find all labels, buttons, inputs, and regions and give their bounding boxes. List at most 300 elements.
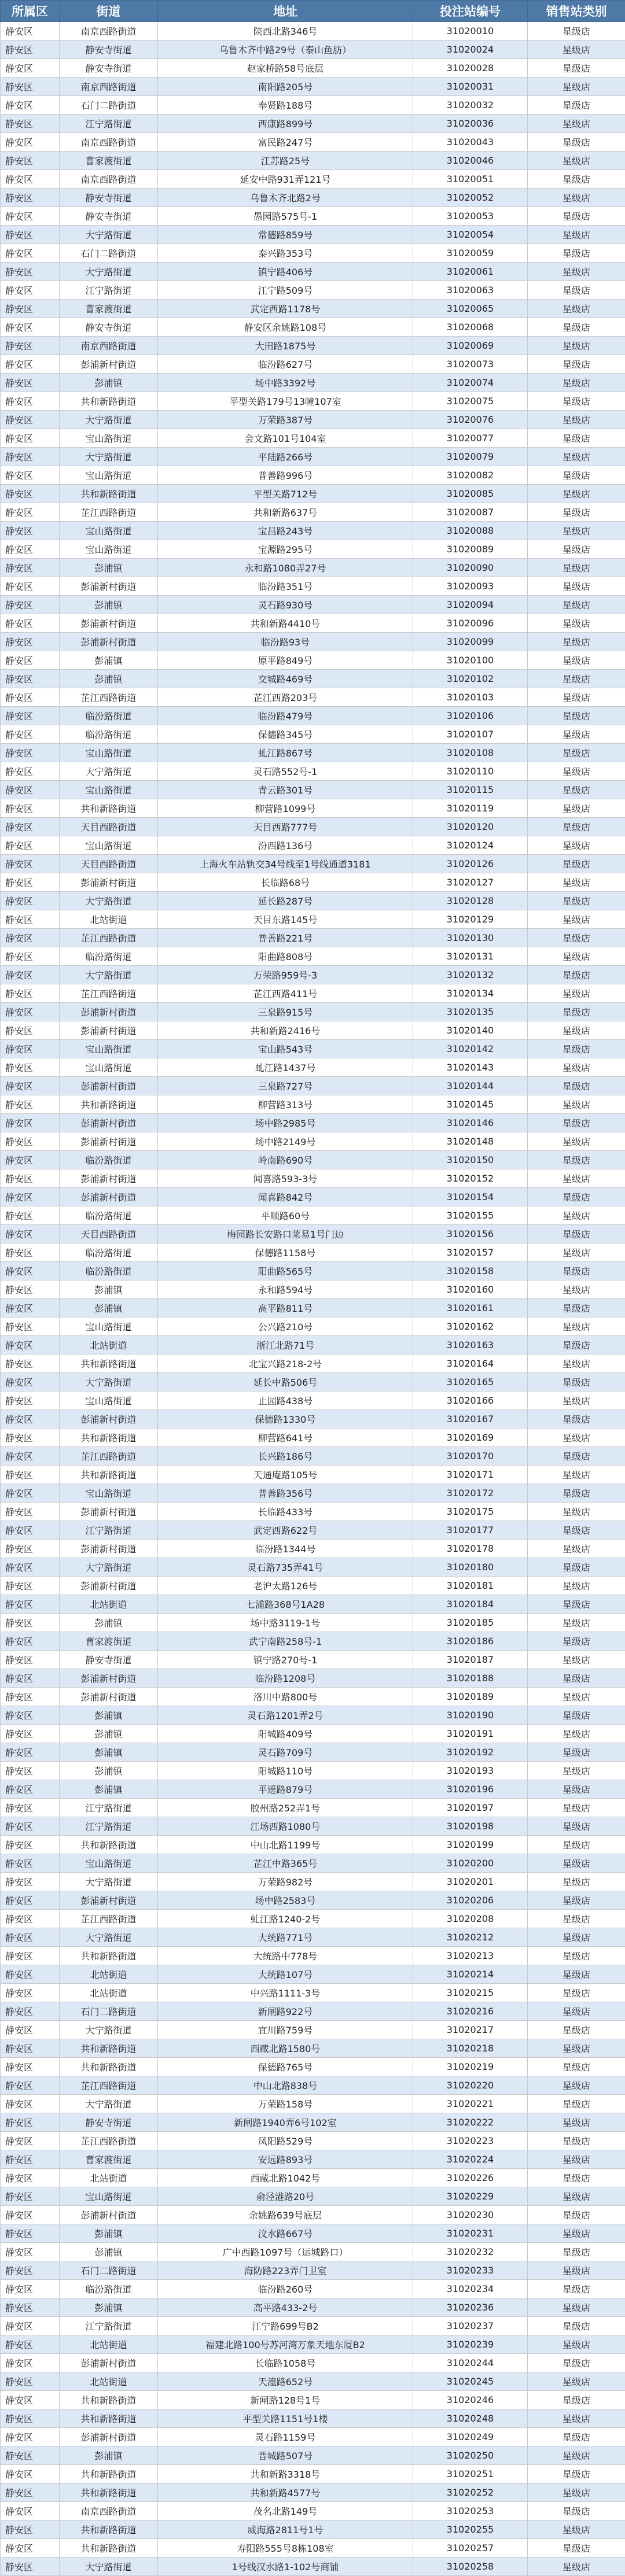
table-row	[1, 1614, 625, 1632]
cell-station-id: 31020167	[413, 1410, 528, 1429]
table-row	[1, 1225, 625, 1243]
cell-street: 芷江西路街道	[60, 503, 158, 522]
cell-address: 共和新路2416号	[158, 1021, 413, 1040]
table-row	[1, 59, 625, 77]
cell-street: 静安寺街道	[60, 40, 158, 59]
cell-street: 彭浦新村街道	[60, 1114, 158, 1132]
cell-district: 静安区	[1, 207, 60, 226]
cell-street: 静安寺街道	[60, 318, 158, 337]
table-row	[1, 2335, 625, 2354]
cell-district: 静安区	[1, 2002, 60, 2021]
cell-district: 静安区	[1, 2206, 60, 2224]
cell-address: 虬江路1240-2号	[158, 1910, 413, 1928]
cell-store-type: 星级店	[528, 2465, 625, 2483]
cell-district: 静安区	[1, 966, 60, 984]
cell-station-id: 31020221	[413, 2095, 528, 2113]
cell-station-id: 31020190	[413, 1706, 528, 1725]
cell-station-id: 31020155	[413, 1206, 528, 1225]
cell-address: 阳城路409号	[158, 1725, 413, 1743]
cell-address: 万荣路982号	[158, 1873, 413, 1891]
table-row	[1, 300, 625, 318]
cell-address: 宝源路295号	[158, 540, 413, 559]
cell-street: 南京西路街道	[60, 170, 158, 189]
cell-address: 镇宁路406号	[158, 263, 413, 281]
cell-store-type: 星级店	[528, 2243, 625, 2261]
cell-store-type: 星级店	[528, 633, 625, 651]
cell-station-id: 31020160	[413, 1280, 528, 1299]
table-row	[1, 596, 625, 614]
cell-district: 静安区	[1, 485, 60, 503]
cell-store-type: 星级店	[528, 540, 625, 559]
table-row	[1, 929, 625, 947]
cell-store-type: 星级店	[528, 929, 625, 947]
cell-address: 闻喜路842号	[158, 1188, 413, 1206]
cell-district: 静安区	[1, 818, 60, 836]
cell-district: 静安区	[1, 892, 60, 910]
cell-street: 临汾路街道	[60, 1151, 158, 1169]
cell-district: 静安区	[1, 2095, 60, 2113]
cell-district: 静安区	[1, 910, 60, 929]
cell-station-id: 31020036	[413, 115, 528, 133]
cell-street: 江宁路街道	[60, 115, 158, 133]
cell-store-type: 星级店	[528, 2021, 625, 2039]
table-row	[1, 411, 625, 429]
cell-district: 静安区	[1, 392, 60, 411]
cell-station-id: 31020237	[413, 2317, 528, 2335]
cell-street: 大宁路街道	[60, 2021, 158, 2039]
cell-street: 彭浦新村街道	[60, 1410, 158, 1429]
table-row	[1, 22, 625, 40]
cell-street: 临汾路街道	[60, 1262, 158, 1280]
cell-station-id: 31020180	[413, 1558, 528, 1577]
cell-street: 彭浦镇	[60, 2224, 158, 2243]
cell-district: 静安区	[1, 1466, 60, 1484]
cell-store-type: 星级店	[528, 1558, 625, 1577]
cell-station-id: 31020129	[413, 910, 528, 929]
cell-store-type: 星级店	[528, 244, 625, 263]
cell-address: 延长中路506号	[158, 1373, 413, 1392]
cell-street: 临汾路街道	[60, 725, 158, 744]
cell-store-type: 星级店	[528, 1725, 625, 1743]
cell-district: 静安区	[1, 614, 60, 633]
cell-district: 静安区	[1, 1132, 60, 1151]
cell-address: 凤阳路529号	[158, 2132, 413, 2150]
table-row	[1, 2076, 625, 2095]
cell-store-type: 星级店	[528, 1317, 625, 1336]
table-row	[1, 1262, 625, 1280]
table-row	[1, 1984, 625, 2002]
cell-district: 静安区	[1, 2317, 60, 2335]
cell-district: 静安区	[1, 1817, 60, 1836]
cell-street: 大宁路街道	[60, 2557, 158, 2576]
cell-street: 彭浦新村街道	[60, 2206, 158, 2224]
cell-street: 彭浦镇	[60, 1614, 158, 1632]
cell-station-id: 31020222	[413, 2113, 528, 2132]
table-row	[1, 1114, 625, 1132]
cell-store-type: 星级店	[528, 2428, 625, 2446]
table-row	[1, 522, 625, 540]
cell-station-id: 31020244	[413, 2354, 528, 2372]
cell-store-type: 星级店	[528, 2520, 625, 2539]
cell-address: 汶水路667号	[158, 2224, 413, 2243]
cell-street: 彭浦镇	[60, 1280, 158, 1299]
cell-district: 静安区	[1, 1595, 60, 1614]
cell-street: 共和新路街道	[60, 2465, 158, 2483]
table-row	[1, 2206, 625, 2224]
cell-station-id: 31020245	[413, 2372, 528, 2391]
cell-store-type: 星级店	[528, 1651, 625, 1669]
header-street: 街道	[60, 1, 158, 22]
table-row	[1, 1169, 625, 1188]
cell-station-id: 31020087	[413, 503, 528, 522]
cell-station-id: 31020085	[413, 485, 528, 503]
cell-address: 临汾路351号	[158, 577, 413, 596]
cell-store-type: 星级店	[528, 2132, 625, 2150]
cell-district: 静安区	[1, 1021, 60, 1040]
cell-district: 静安区	[1, 300, 60, 318]
table-row	[1, 1651, 625, 1669]
cell-district: 静安区	[1, 1355, 60, 1373]
table-row	[1, 263, 625, 281]
cell-district: 静安区	[1, 1762, 60, 1780]
cell-street: 宝山路街道	[60, 744, 158, 762]
cell-station-id: 31020110	[413, 762, 528, 781]
cell-district: 静安区	[1, 1836, 60, 1854]
cell-address: 天潼路652号	[158, 2372, 413, 2391]
table-row	[1, 170, 625, 189]
cell-store-type: 星级店	[528, 1299, 625, 1317]
cell-station-id: 31020130	[413, 929, 528, 947]
cell-address: 平顺路60号	[158, 1206, 413, 1225]
cell-street: 大宁路街道	[60, 448, 158, 466]
cell-store-type: 星级店	[528, 1243, 625, 1262]
cell-store-type: 星级店	[528, 651, 625, 670]
cell-station-id: 31020197	[413, 1799, 528, 1817]
table-row	[1, 2298, 625, 2317]
cell-district: 静安区	[1, 522, 60, 540]
cell-district: 静安区	[1, 1058, 60, 1077]
cell-district: 静安区	[1, 1503, 60, 1521]
cell-station-id: 31020239	[413, 2335, 528, 2354]
cell-district: 静安区	[1, 40, 60, 59]
cell-store-type: 星级店	[528, 1429, 625, 1447]
table-row	[1, 670, 625, 688]
cell-station-id: 31020061	[413, 263, 528, 281]
cell-address: 宝昌路243号	[158, 522, 413, 540]
cell-store-type: 星级店	[528, 1521, 625, 1540]
cell-station-id: 31020089	[413, 540, 528, 559]
cell-district: 静安区	[1, 152, 60, 170]
cell-store-type: 星级店	[528, 1669, 625, 1688]
cell-district: 静安区	[1, 929, 60, 947]
cell-station-id: 31020199	[413, 1836, 528, 1854]
cell-station-id: 31020093	[413, 577, 528, 596]
table-row	[1, 1484, 625, 1503]
cell-address: 芷江西路203号	[158, 688, 413, 707]
table-row	[1, 2520, 625, 2539]
cell-store-type: 星级店	[528, 873, 625, 892]
cell-address: 延安中路931弄121号	[158, 170, 413, 189]
table-row	[1, 2187, 625, 2206]
cell-store-type: 星级店	[528, 485, 625, 503]
cell-district: 静安区	[1, 115, 60, 133]
cell-street: 共和新路街道	[60, 2058, 158, 2076]
cell-address: 柳营路1099号	[158, 799, 413, 818]
cell-address: 场中路2149号	[158, 1132, 413, 1151]
cell-address: 芷江西路411号	[158, 984, 413, 1003]
cell-address: 西藏北路1580号	[158, 2039, 413, 2058]
cell-address: 灵石路1201弄2号	[158, 1706, 413, 1725]
table-row	[1, 152, 625, 170]
cell-address: 临汾路627号	[158, 355, 413, 374]
cell-store-type: 星级店	[528, 762, 625, 781]
cell-address: 共和新路4410号	[158, 614, 413, 633]
table-row	[1, 1132, 625, 1151]
cell-store-type: 星级店	[528, 1484, 625, 1503]
cell-street: 大宁路街道	[60, 411, 158, 429]
cell-station-id: 31020166	[413, 1392, 528, 1410]
table-row	[1, 1799, 625, 1817]
cell-district: 静安区	[1, 596, 60, 614]
cell-store-type: 星级店	[528, 1336, 625, 1355]
cell-station-id: 31020140	[413, 1021, 528, 1040]
cell-street: 彭浦镇	[60, 670, 158, 688]
table-row	[1, 1040, 625, 1058]
cell-district: 静安区	[1, 337, 60, 355]
cell-store-type: 星级店	[528, 1706, 625, 1725]
cell-street: 天目西路街道	[60, 1225, 158, 1243]
table-row	[1, 651, 625, 670]
cell-store-type: 星级店	[528, 281, 625, 300]
cell-street: 彭浦新村街道	[60, 633, 158, 651]
cell-address: 普善路221号	[158, 929, 413, 947]
table-row	[1, 1669, 625, 1688]
cell-station-id: 31020185	[413, 1614, 528, 1632]
cell-address: 武定西路1178号	[158, 300, 413, 318]
cell-store-type: 星级店	[528, 263, 625, 281]
cell-station-id: 31020124	[413, 836, 528, 855]
cell-station-id: 31020142	[413, 1040, 528, 1058]
cell-district: 静安区	[1, 725, 60, 744]
table-row	[1, 707, 625, 725]
cell-store-type: 星级店	[528, 1169, 625, 1188]
cell-station-id: 31020106	[413, 707, 528, 725]
cell-store-type: 星级店	[528, 577, 625, 596]
cell-district: 静安区	[1, 1632, 60, 1651]
cell-street: 宝山路街道	[60, 540, 158, 559]
cell-station-id: 31020229	[413, 2187, 528, 2206]
table-row	[1, 1392, 625, 1410]
cell-address: 灵石路735弄41号	[158, 1558, 413, 1577]
cell-district: 静安区	[1, 226, 60, 244]
cell-street: 曹家渡街道	[60, 300, 158, 318]
cell-store-type: 星级店	[528, 522, 625, 540]
cell-district: 静安区	[1, 59, 60, 77]
cell-station-id: 31020189	[413, 1688, 528, 1706]
cell-address: 平型关路1151号1楼	[158, 2409, 413, 2428]
cell-street: 宝山路街道	[60, 1392, 158, 1410]
cell-address: 交城路469号	[158, 670, 413, 688]
table-row	[1, 2372, 625, 2391]
cell-district: 静安区	[1, 2483, 60, 2502]
table-row	[1, 2502, 625, 2520]
cell-store-type: 星级店	[528, 1910, 625, 1928]
cell-station-id: 31020175	[413, 1503, 528, 1521]
cell-street: 共和新路街道	[60, 1466, 158, 1484]
cell-address: 会文路101号104室	[158, 429, 413, 448]
cell-street: 石门二路街道	[60, 96, 158, 115]
table-row	[1, 966, 625, 984]
cell-address: 永和路594号	[158, 1280, 413, 1299]
cell-store-type: 星级店	[528, 1225, 625, 1243]
cell-station-id: 31020193	[413, 1762, 528, 1780]
cell-station-id: 31020158	[413, 1262, 528, 1280]
cell-address: 原平路849号	[158, 651, 413, 670]
cell-street: 彭浦新村街道	[60, 2428, 158, 2446]
cell-street: 大宁路街道	[60, 2095, 158, 2113]
cell-address: 1号线汉水路1-102号商铺	[158, 2557, 413, 2576]
cell-street: 彭浦镇	[60, 596, 158, 614]
cell-address: 止园路438号	[158, 1392, 413, 1410]
cell-street: 天目西路街道	[60, 818, 158, 836]
cell-address: 西藏北路1042号	[158, 2169, 413, 2187]
cell-station-id: 31020213	[413, 1947, 528, 1965]
cell-address: 富民路247号	[158, 133, 413, 152]
cell-station-id: 31020170	[413, 1447, 528, 1466]
cell-station-id: 31020032	[413, 96, 528, 115]
cell-address: 延长路287号	[158, 892, 413, 910]
cell-street: 临汾路街道	[60, 707, 158, 725]
cell-station-id: 31020126	[413, 855, 528, 873]
cell-address: 柳营路313号	[158, 1095, 413, 1114]
cell-station-id: 31020230	[413, 2206, 528, 2224]
cell-station-id: 31020103	[413, 688, 528, 707]
cell-district: 静安区	[1, 2298, 60, 2317]
cell-address: 临汾路1208号	[158, 1669, 413, 1688]
cell-station-id: 31020108	[413, 744, 528, 762]
table-row	[1, 189, 625, 207]
cell-address: 长兴路186号	[158, 1447, 413, 1466]
cell-store-type: 星级店	[528, 2354, 625, 2372]
table-row	[1, 1910, 625, 1928]
cell-district: 静安区	[1, 2261, 60, 2280]
cell-store-type: 星级店	[528, 1355, 625, 1373]
cell-street: 共和新路街道	[60, 2539, 158, 2557]
table-row	[1, 1188, 625, 1206]
cell-district: 静安区	[1, 855, 60, 873]
cell-district: 静安区	[1, 2391, 60, 2409]
table-row	[1, 781, 625, 799]
cell-street: 宝山路街道	[60, 836, 158, 855]
cell-street: 彭浦新村街道	[60, 1077, 158, 1095]
cell-address: 福建北路100号苏河湾万象天地东厦B2	[158, 2335, 413, 2354]
table-row	[1, 1206, 625, 1225]
cell-store-type: 星级店	[528, 2095, 625, 2113]
cell-store-type: 星级店	[528, 1947, 625, 1965]
cell-store-type: 星级店	[528, 1577, 625, 1595]
cell-station-id: 31020252	[413, 2483, 528, 2502]
cell-address: 阳城路110号	[158, 1762, 413, 1780]
table-row	[1, 1410, 625, 1429]
cell-address: 奉贤路188号	[158, 96, 413, 115]
table-row	[1, 2539, 625, 2557]
cell-district: 静安区	[1, 189, 60, 207]
cell-store-type: 星级店	[528, 1762, 625, 1780]
table-row	[1, 226, 625, 244]
cell-district: 静安区	[1, 466, 60, 485]
cell-station-id: 31020152	[413, 1169, 528, 1188]
cell-street: 临汾路街道	[60, 947, 158, 966]
cell-street: 江宁路街道	[60, 2317, 158, 2335]
cell-station-id: 31020031	[413, 77, 528, 96]
cell-address: 临汾路479号	[158, 707, 413, 725]
cell-district: 静安区	[1, 1429, 60, 1447]
cell-station-id: 31020074	[413, 374, 528, 392]
cell-district: 静安区	[1, 2446, 60, 2465]
cell-address: 临汾路1344号	[158, 1540, 413, 1558]
table-row	[1, 1928, 625, 1947]
cell-street: 共和新路街道	[60, 2409, 158, 2428]
cell-street: 大宁路街道	[60, 762, 158, 781]
table-row	[1, 855, 625, 873]
cell-store-type: 星级店	[528, 1095, 625, 1114]
cell-street: 南京西路街道	[60, 133, 158, 152]
table-row	[1, 1077, 625, 1095]
cell-district: 静安区	[1, 1651, 60, 1669]
cell-district: 静安区	[1, 2058, 60, 2076]
cell-district: 静安区	[1, 1854, 60, 1873]
cell-district: 静安区	[1, 77, 60, 96]
cell-district: 静安区	[1, 707, 60, 725]
cell-station-id: 31020150	[413, 1151, 528, 1169]
cell-store-type: 星级店	[528, 466, 625, 485]
table-row	[1, 1503, 625, 1521]
cell-station-id: 31020102	[413, 670, 528, 688]
cell-address: 北宝兴路218-2号	[158, 1355, 413, 1373]
cell-district: 静安区	[1, 559, 60, 577]
cell-address: 场中路2583号	[158, 1891, 413, 1910]
cell-station-id: 31020184	[413, 1595, 528, 1614]
cell-station-id: 31020120	[413, 818, 528, 836]
cell-street: 共和新路街道	[60, 799, 158, 818]
cell-station-id: 31020177	[413, 1521, 528, 1540]
cell-store-type: 星级店	[528, 1114, 625, 1132]
cell-store-type: 星级店	[528, 1021, 625, 1040]
cell-district: 静安区	[1, 411, 60, 429]
cell-station-id: 31020208	[413, 1910, 528, 1928]
cell-station-id: 31020131	[413, 947, 528, 966]
cell-address: 共和新路3318号	[158, 2465, 413, 2483]
cell-address: 场中路3119-1号	[158, 1614, 413, 1632]
cell-district: 静安区	[1, 1151, 60, 1169]
cell-store-type: 星级店	[528, 170, 625, 189]
table-row	[1, 1873, 625, 1891]
cell-district: 静安区	[1, 2076, 60, 2095]
cell-district: 静安区	[1, 2113, 60, 2132]
cell-station-id: 31020231	[413, 2224, 528, 2243]
cell-store-type: 星级店	[528, 1817, 625, 1836]
cell-street: 大宁路街道	[60, 226, 158, 244]
cell-street: 彭浦镇	[60, 1780, 158, 1799]
table-row	[1, 2446, 625, 2465]
table-row	[1, 115, 625, 133]
cell-store-type: 星级店	[528, 411, 625, 429]
cell-address: 乌鲁木齐北路2号	[158, 189, 413, 207]
cell-district: 静安区	[1, 1410, 60, 1429]
cell-store-type: 星级店	[528, 1780, 625, 1799]
cell-station-id: 31020258	[413, 2557, 528, 2576]
cell-district: 静安区	[1, 1928, 60, 1947]
